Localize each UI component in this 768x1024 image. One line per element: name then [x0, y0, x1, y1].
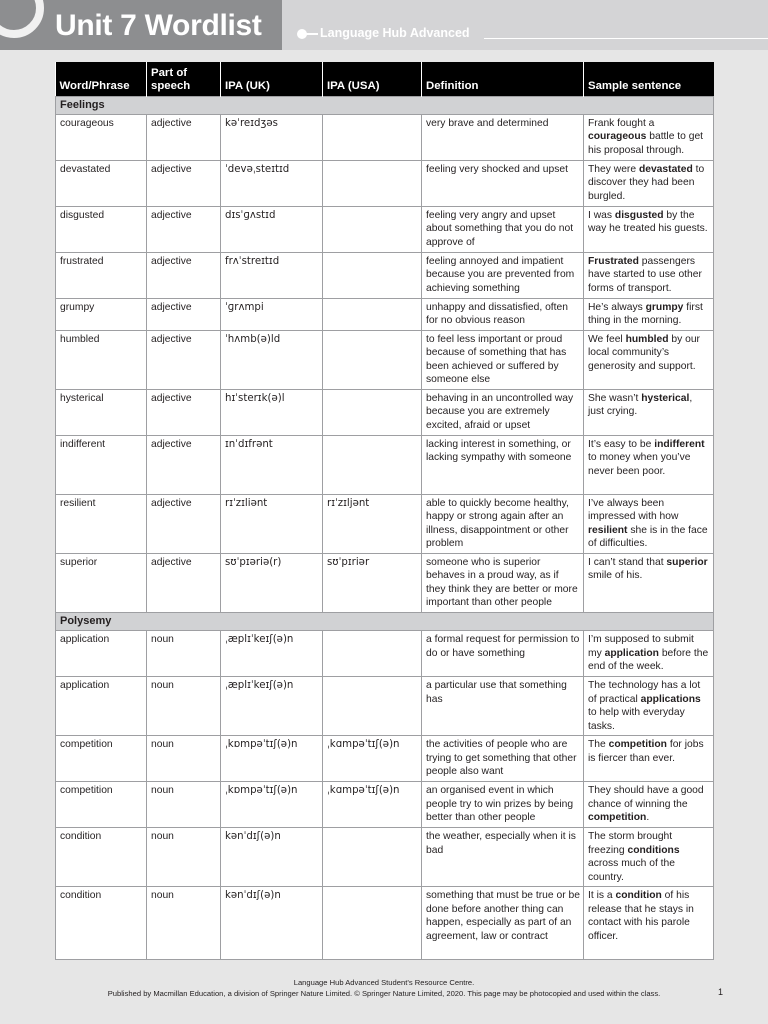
- sample-text: She wasn’t: [588, 392, 642, 404]
- highlighted-word: courageous: [588, 131, 647, 143]
- brand-connector: [306, 33, 318, 35]
- footer-resource-line: Language Hub Advanced Student’s Resource Centre.: [293, 978, 475, 987]
- highlighted-word: superior: [666, 556, 708, 568]
- column-header-definition: Definition: [422, 62, 584, 96]
- column-header-ipa-usa: IPA (USA): [323, 62, 422, 96]
- sample-text: before the end of the week.: [588, 647, 709, 673]
- page-number: 1: [718, 987, 724, 997]
- ipa-uk-cell: dɪsˈɡʌstɪd: [221, 206, 323, 252]
- wordlist-table: [55, 62, 714, 960]
- sample-text: They were: [588, 163, 639, 175]
- sample-sentence-cell: [584, 114, 714, 160]
- section-title: Feelings: [56, 96, 714, 114]
- table-header-row: [56, 62, 714, 96]
- table-row: [56, 494, 714, 553]
- ipa-uk-cell: hɪˈsterɪk(ə)l: [221, 389, 323, 435]
- sample-text: He’s always: [588, 301, 646, 313]
- sample-sentence-cell: [584, 330, 714, 389]
- part-of-speech-cell: noun: [147, 828, 221, 887]
- column-header-part-of-speech: Part of speech: [147, 62, 221, 96]
- sample-sentence-cell: [584, 252, 714, 298]
- ipa-uk-cell: kəˈreɪdʒəs: [221, 114, 323, 160]
- part-of-speech-cell: adjective: [147, 298, 221, 330]
- table-row: [56, 330, 714, 389]
- word-cell: superior: [56, 553, 147, 612]
- definition-cell: a particular use that something has: [422, 677, 584, 736]
- highlighted-word: humbled: [625, 333, 669, 345]
- highlighted-word: competition: [608, 739, 667, 751]
- sample-sentence-cell: [584, 494, 714, 553]
- sample-sentence-cell: [584, 782, 714, 828]
- part-of-speech-cell: adjective: [147, 330, 221, 389]
- sample-sentence-cell: [584, 389, 714, 435]
- definition-cell: an organised event in which people try to win prizes by being better than other people: [422, 782, 584, 828]
- table-row: [56, 252, 714, 298]
- table-row: [56, 389, 714, 435]
- word-cell: disgusted: [56, 206, 147, 252]
- sample-text: I’m supposed to submit my: [588, 634, 694, 659]
- sample-text: first thing in the morning.: [588, 301, 703, 327]
- sample-text: They should have a good chance of winning the: [588, 785, 704, 810]
- sample-text: The storm brought freezing: [588, 831, 673, 856]
- section-row: [56, 96, 714, 114]
- sample-text: It is a: [588, 890, 616, 902]
- ipa-uk-cell: sʊˈpɪəriə(r): [221, 553, 323, 612]
- part-of-speech-cell: adjective: [147, 160, 221, 206]
- ipa-usa-cell: [323, 298, 422, 330]
- word-cell: devastated: [56, 160, 147, 206]
- definition-cell: feeling very angry and upset about something that you do not approve of: [422, 206, 584, 252]
- brand-rule: [484, 38, 768, 39]
- sample-text: I was: [588, 209, 615, 221]
- word-cell: courageous: [56, 114, 147, 160]
- sample-text: across much of the country.: [588, 858, 675, 883]
- ipa-usa-cell: rɪˈzɪljənt: [323, 494, 422, 553]
- sample-text: to help with everyday tasks.: [588, 707, 685, 732]
- part-of-speech-cell: adjective: [147, 114, 221, 160]
- column-header-ipa-uk: IPA (UK): [221, 62, 323, 96]
- ipa-uk-cell: ˌkɒmpəˈtɪʃ(ə)n: [221, 736, 323, 782]
- ipa-usa-cell: [323, 389, 422, 435]
- sample-text: passengers have started to use other forms of transport.: [588, 255, 702, 294]
- ipa-uk-cell: ˌæplɪˈkeɪʃ(ə)n: [221, 631, 323, 677]
- part-of-speech-cell: noun: [147, 677, 221, 736]
- ipa-usa-cell: [323, 828, 422, 887]
- sample-sentence-cell: [584, 160, 714, 206]
- sample-text: I can’t stand that: [588, 556, 667, 568]
- table-row: [56, 206, 714, 252]
- sample-sentence-cell: [584, 887, 714, 960]
- sample-text: by our local community’s generosity and support.: [588, 333, 700, 372]
- table-row: [56, 782, 714, 828]
- highlighted-word: competition: [588, 812, 647, 824]
- table-row: [56, 887, 714, 960]
- sample-text: for jobs is fiercer than ever.: [588, 739, 704, 764]
- sample-sentence-cell: [584, 828, 714, 887]
- part-of-speech-cell: adjective: [147, 435, 221, 494]
- sample-text: It’s easy to be: [588, 438, 655, 450]
- definition-cell: behaving in an uncontrolled way because you are extremely excited, afraid or upset: [422, 389, 584, 435]
- highlighted-word: condition: [615, 890, 662, 902]
- sample-text: .: [646, 812, 650, 824]
- definition-cell: lacking interest in something, or lacking sympathy with someone: [422, 435, 584, 494]
- sample-text: battle to get his proposal through.: [588, 131, 704, 156]
- part-of-speech-cell: noun: [147, 782, 221, 828]
- table-row: [56, 677, 714, 736]
- sample-text: Frank fought a: [588, 117, 655, 129]
- page-header: [0, 0, 768, 50]
- ipa-uk-cell: ˌæplɪˈkeɪʃ(ə)n: [221, 677, 323, 736]
- ipa-uk-cell: kənˈdɪʃ(ə)n: [221, 828, 323, 887]
- word-cell: condition: [56, 887, 147, 960]
- sample-text: she is in the face of difficulties.: [588, 524, 708, 550]
- part-of-speech-cell: adjective: [147, 206, 221, 252]
- ipa-uk-cell: kənˈdɪʃ(ə)n: [221, 887, 323, 960]
- ipa-usa-cell: [323, 887, 422, 960]
- sample-sentence-cell: [584, 736, 714, 782]
- ipa-uk-cell: ˈɡrʌmpi: [221, 298, 323, 330]
- table-row: [56, 298, 714, 330]
- ipa-uk-cell: ˌkɒmpəˈtɪʃ(ə)n: [221, 782, 323, 828]
- word-cell: competition: [56, 736, 147, 782]
- table-row: [56, 435, 714, 494]
- highlighted-word: resilient: [588, 524, 628, 536]
- definition-cell: feeling annoyed and impatient because you are prevented from achieving something: [422, 252, 584, 298]
- sample-text: The technology has a lot of practical: [588, 680, 701, 705]
- sample-text: We feel: [588, 333, 626, 345]
- ipa-usa-cell: [323, 252, 422, 298]
- definition-cell: unhappy and dissatisfied, often for no obvious reason: [422, 298, 584, 330]
- definition-cell: able to quickly become healthy, happy or strong again after an illness, disappointment or other problem: [422, 494, 584, 553]
- word-cell: humbled: [56, 330, 147, 389]
- highlighted-word: Frustrated: [588, 255, 639, 267]
- sample-sentence-cell: [584, 298, 714, 330]
- highlighted-word: applications: [640, 693, 701, 705]
- ipa-usa-cell: [323, 631, 422, 677]
- footer-copyright-line: Published by Macmillan Education, a division of Springer Nature Limited. © Springer Nature Limited, 2020. This page may be photocopied and used within the class.: [107, 989, 661, 998]
- definition-cell: feeling very shocked and upset: [422, 160, 584, 206]
- definition-cell: someone who is superior behaves in a proud way, as if they think they are better or more important than other people: [422, 553, 584, 612]
- ipa-usa-cell: [323, 435, 422, 494]
- ipa-usa-cell: sʊˈpɪriər: [323, 553, 422, 612]
- word-cell: competition: [56, 782, 147, 828]
- word-cell: condition: [56, 828, 147, 887]
- definition-cell: to feel less important or proud because of something that has been achieved or suffered by someone else: [422, 330, 584, 389]
- word-cell: application: [56, 631, 147, 677]
- part-of-speech-cell: adjective: [147, 494, 221, 553]
- part-of-speech-cell: adjective: [147, 553, 221, 612]
- page-title: Unit 7 Wordlist: [55, 9, 262, 42]
- definition-cell: the activities of people who are trying to get something that other people also want: [422, 736, 584, 782]
- ipa-usa-cell: ˌkɑmpəˈtɪʃ(ə)n: [323, 736, 422, 782]
- highlighted-word: grumpy: [645, 301, 684, 313]
- table-row: [56, 631, 714, 677]
- sample-sentence-cell: [584, 677, 714, 736]
- sample-text: of his release that he stays in contact with his parole officer.: [588, 890, 694, 942]
- sample-sentence-cell: [584, 206, 714, 252]
- definition-cell: very brave and determined: [422, 114, 584, 160]
- word-cell: indifferent: [56, 435, 147, 494]
- word-cell: resilient: [56, 494, 147, 553]
- sample-text: to money when you’ve never been poor.: [588, 452, 691, 477]
- highlighted-word: application: [604, 647, 659, 659]
- word-cell: application: [56, 677, 147, 736]
- table-body: [56, 96, 714, 960]
- brand-name: Language Hub Advanced: [320, 26, 470, 40]
- table-row: [56, 160, 714, 206]
- definition-cell: a formal request for permission to do or have something: [422, 631, 584, 677]
- ipa-usa-cell: [323, 114, 422, 160]
- sample-text: to discover they had been burgled.: [588, 163, 705, 202]
- word-cell: grumpy: [56, 298, 147, 330]
- sample-sentence-cell: [584, 631, 714, 677]
- ipa-usa-cell: [323, 330, 422, 389]
- highlighted-word: hysterical: [641, 392, 690, 404]
- sample-sentence-cell: [584, 553, 714, 612]
- highlighted-word: disgusted: [614, 209, 664, 221]
- part-of-speech-cell: adjective: [147, 389, 221, 435]
- sample-text: I’ve always been impressed with how: [588, 497, 679, 523]
- highlighted-word: devastated: [638, 163, 693, 175]
- ipa-uk-cell: ˈdevəˌsteɪtɪd: [221, 160, 323, 206]
- table-row: [56, 553, 714, 612]
- word-cell: hysterical: [56, 389, 147, 435]
- sample-text: smile of his.: [588, 570, 643, 582]
- ipa-uk-cell: frʌˈstreɪtɪd: [221, 252, 323, 298]
- table-row: [56, 736, 714, 782]
- column-header-word: Word/Phrase: [56, 62, 147, 96]
- highlighted-word: indifferent: [654, 438, 705, 450]
- section-title: Polysemy: [56, 612, 714, 630]
- highlighted-word: conditions: [627, 844, 680, 856]
- sample-text: The: [588, 739, 609, 751]
- ipa-usa-cell: [323, 160, 422, 206]
- definition-cell: something that must be true or be done before another thing can happen, especially as part of an agreement, law or contract: [422, 887, 584, 960]
- sample-sentence-cell: [584, 435, 714, 494]
- column-header-sample-sentence: Sample sentence: [584, 62, 714, 96]
- part-of-speech-cell: noun: [147, 631, 221, 677]
- ipa-uk-cell: ˈhʌmb(ə)ld: [221, 330, 323, 389]
- table-row: [56, 828, 714, 887]
- section-row: [56, 612, 714, 630]
- ipa-uk-cell: rɪˈzɪliənt: [221, 494, 323, 553]
- part-of-speech-cell: adjective: [147, 252, 221, 298]
- part-of-speech-cell: noun: [147, 736, 221, 782]
- word-cell: frustrated: [56, 252, 147, 298]
- table-row: [56, 114, 714, 160]
- definition-cell: the weather, especially when it is bad: [422, 828, 584, 887]
- ipa-usa-cell: [323, 206, 422, 252]
- ipa-usa-cell: ˌkɑmpəˈtɪʃ(ə)n: [323, 782, 422, 828]
- sample-text: , just crying.: [588, 392, 693, 418]
- part-of-speech-cell: noun: [147, 887, 221, 960]
- ipa-uk-cell: ɪnˈdɪfrənt: [221, 435, 323, 494]
- ipa-usa-cell: [323, 677, 422, 736]
- sample-text: by the way he treated his guests.: [588, 209, 708, 235]
